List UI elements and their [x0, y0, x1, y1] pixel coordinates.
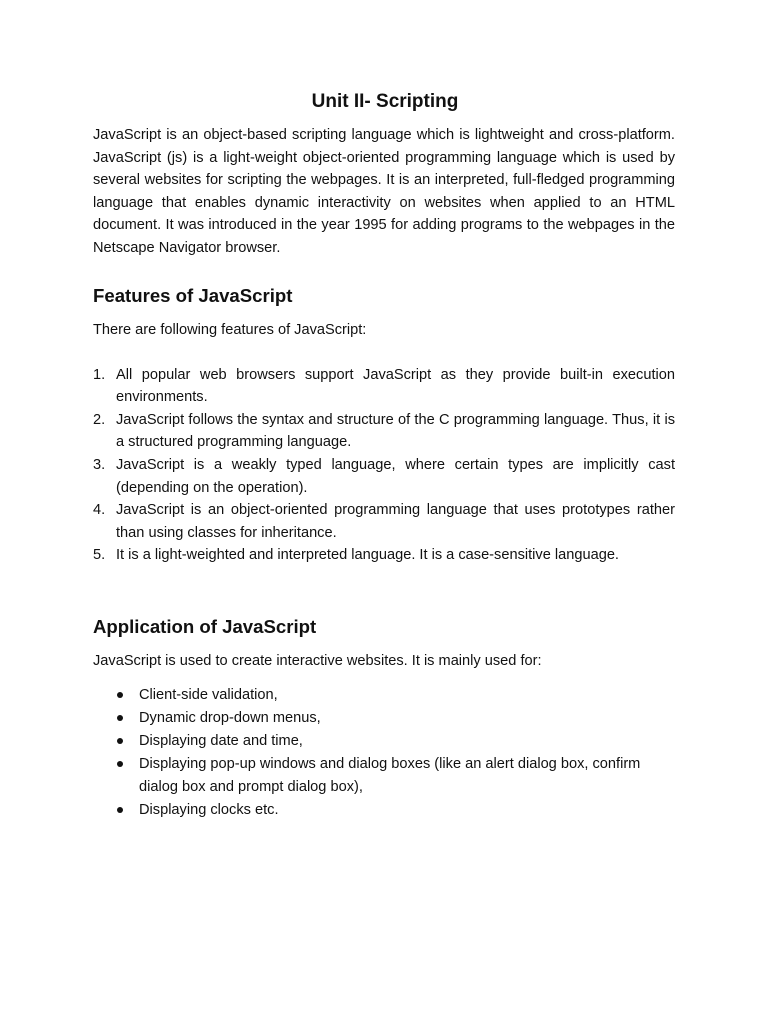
list-item-text: All popular web browsers support JavaScript as they provide built-in execution environments.	[116, 366, 675, 406]
applications-heading: Application of JavaScript	[93, 615, 317, 637]
list-item-text: Client-side validation,	[139, 686, 278, 703]
page-title: Unit II- Scripting	[311, 91, 459, 112]
bullet-icon	[117, 738, 123, 744]
list-item	[93, 799, 659, 822]
list-item-text: Dynamic drop-down menus,	[139, 709, 321, 726]
list-item	[93, 499, 675, 544]
list-item	[93, 454, 675, 499]
list-item-text: Displaying date and time,	[139, 732, 303, 749]
list-number: 2.	[93, 411, 106, 428]
intro-paragraph: JavaScript is an object-based scripting language which is lightweight and cross-platform. JavaScript (js) is a light-weight object-oriented programming language which is used by several websites for scripting the webpages. It is an interpreted, full-fledged programming language that enables dynamic interactivity on websites when applied to an HTML document. It was introduced in the year 1995 for adding programs to the webpages in the Netscape Navigator browser.	[93, 127, 675, 256]
list-item	[93, 707, 659, 730]
applications-lead: JavaScript is used to create interactive websites. It is mainly used for:	[93, 652, 542, 669]
list-item-text: Displaying clocks etc.	[139, 801, 279, 818]
applications-list	[93, 684, 675, 822]
list-item	[93, 544, 675, 567]
bullet-icon	[117, 715, 123, 721]
bullet-icon	[117, 807, 123, 813]
bullet-icon	[117, 692, 123, 698]
list-number: 1.	[93, 366, 106, 383]
features-heading: Features of JavaScript	[93, 284, 293, 306]
list-number: 5.	[93, 547, 106, 564]
list-item	[93, 730, 659, 753]
features-list	[93, 364, 675, 567]
list-item-text: JavaScript is a weakly typed language, where certain types are implicitly cast (depending on the operation).	[116, 456, 675, 496]
features-lead: There are following features of JavaScript:	[93, 321, 367, 338]
list-item	[93, 409, 675, 454]
list-item	[93, 684, 659, 707]
bullet-icon	[117, 761, 123, 767]
list-item-text: Displaying pop-up windows and dialog boxes (like an alert dialog box, confirm dialog box and prompt dialog box),	[139, 755, 641, 795]
list-item-text: JavaScript follows the syntax and structure of the C programming language. Thus, it is a structured programming language.	[116, 411, 675, 451]
list-item	[93, 364, 675, 409]
list-item-text: It is a light-weighted and interpreted language. It is a case-sensitive language.	[116, 547, 619, 564]
list-number: 3.	[93, 456, 106, 473]
list-item	[93, 753, 659, 799]
list-number: 4.	[93, 502, 106, 519]
document-page	[93, 88, 675, 822]
list-item-text: JavaScript is an object-oriented programming language that uses prototypes rather than using classes for inheritance.	[116, 502, 675, 541]
